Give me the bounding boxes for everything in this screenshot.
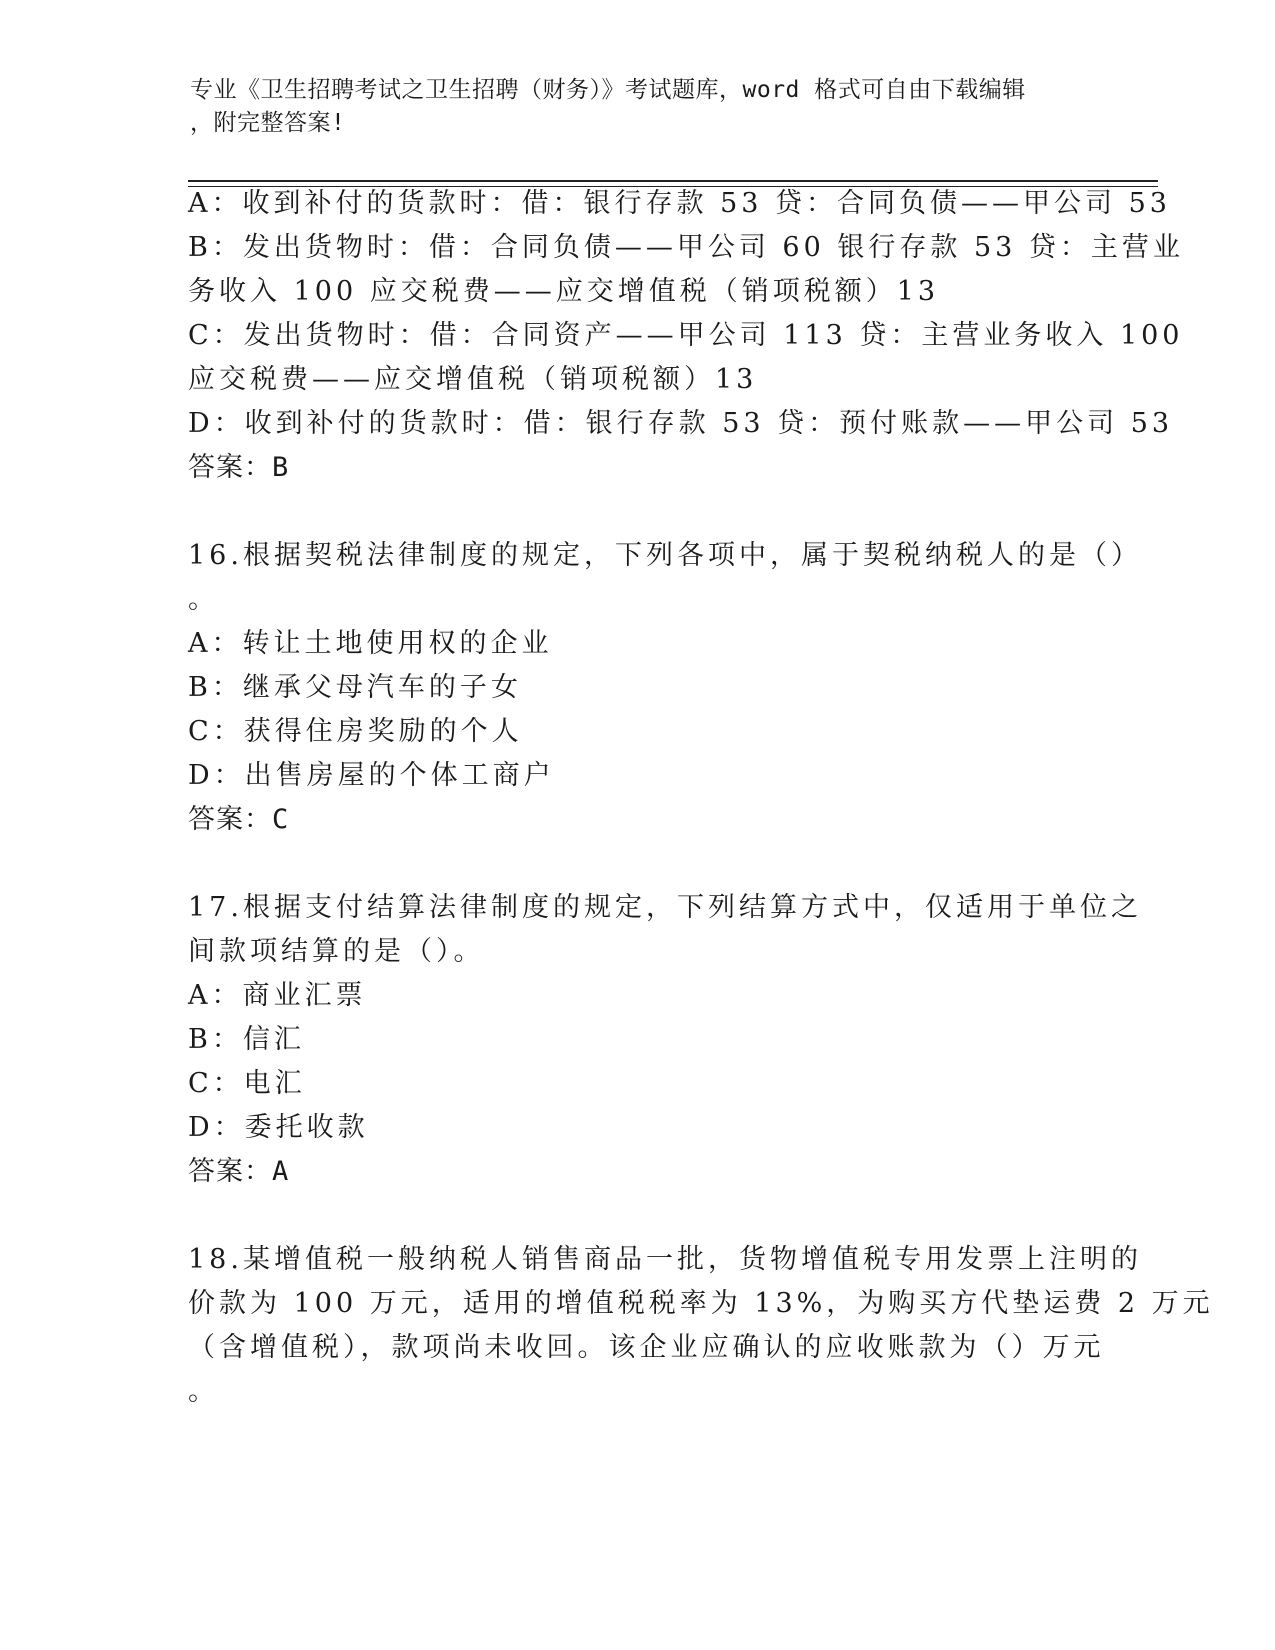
q15-option-a: A：收到补付的货款时：借：银行存款 53 贷：合同负债——甲公司 53: [188, 188, 1171, 219]
q15-option-b-line-2: 务收入 100 应交税费——应交增值税（销项税额）13: [188, 276, 940, 307]
header-title-line-1: 专业《卫生招聘考试之卫生招聘（财务）》考试题库，word 格式可自由下载编辑: [190, 77, 1026, 103]
q17-stem-line-2: 间款项结算的是（）。: [188, 936, 485, 967]
q15-option-c-line-1: C：发出货物时：借：合同资产——甲公司 113 贷：主营业务收入 100: [188, 320, 1184, 351]
q18-stem-line-1: 18.某增值税一般纳税人销售商品一批，货物增值税专用发票上注明的: [188, 1244, 1142, 1275]
q15-answer: 答案：B: [188, 452, 290, 483]
q16-stem-line-2: 。: [188, 584, 219, 615]
document-header: [190, 74, 1080, 140]
q16-option-d: D：出售房屋的个体工商户: [188, 760, 555, 791]
q15-option-b-line-1: B：发出货物时：借：合同负债——甲公司 60 银行存款 53 贷：主营业: [188, 232, 1184, 263]
q17-option-d: D：委托收款: [188, 1112, 369, 1143]
q17-option-c: C：电汇: [188, 1068, 306, 1099]
q17-stem-line-1: 17.根据支付结算法律制度的规定，下列结算方式中，仅适用于单位之: [188, 892, 1142, 923]
q17-option-b: B：信汇: [188, 1024, 305, 1055]
q16-answer: 答案：C: [188, 804, 290, 835]
q15-option-d: D：收到补付的货款时：借：银行存款 53 贷：预付账款——甲公司 53: [188, 408, 1174, 439]
q15-option-c-line-2: 应交税费——应交增值税（销项税额）13: [188, 364, 758, 395]
header-divider-thick: [188, 180, 1158, 182]
q16-option-b: B：继承父母汽车的子女: [188, 672, 522, 703]
q17-answer: 答案：A: [188, 1156, 290, 1187]
header-title-line-2: ，附完整答案!: [190, 110, 346, 136]
q18-stem-line-4: 。: [188, 1376, 219, 1407]
q17-option-a: A：商业汇票: [188, 980, 367, 1011]
q18-stem-line-3: （含增值税），款项尚未收回。该企业应确认的应收账款为（）万元: [188, 1332, 1105, 1363]
q16-option-c: C：获得住房奖励的个人: [188, 716, 523, 747]
q16-stem-line-1: 16.根据契税法律制度的规定，下列各项中，属于契税纳税人的是（）: [188, 540, 1142, 571]
q18-stem-line-2: 价款为 100 万元，适用的增值税税率为 13%，为购买方代垫运费 2 万元: [188, 1288, 1214, 1319]
q16-option-a: A：转让土地使用权的企业: [188, 628, 553, 659]
